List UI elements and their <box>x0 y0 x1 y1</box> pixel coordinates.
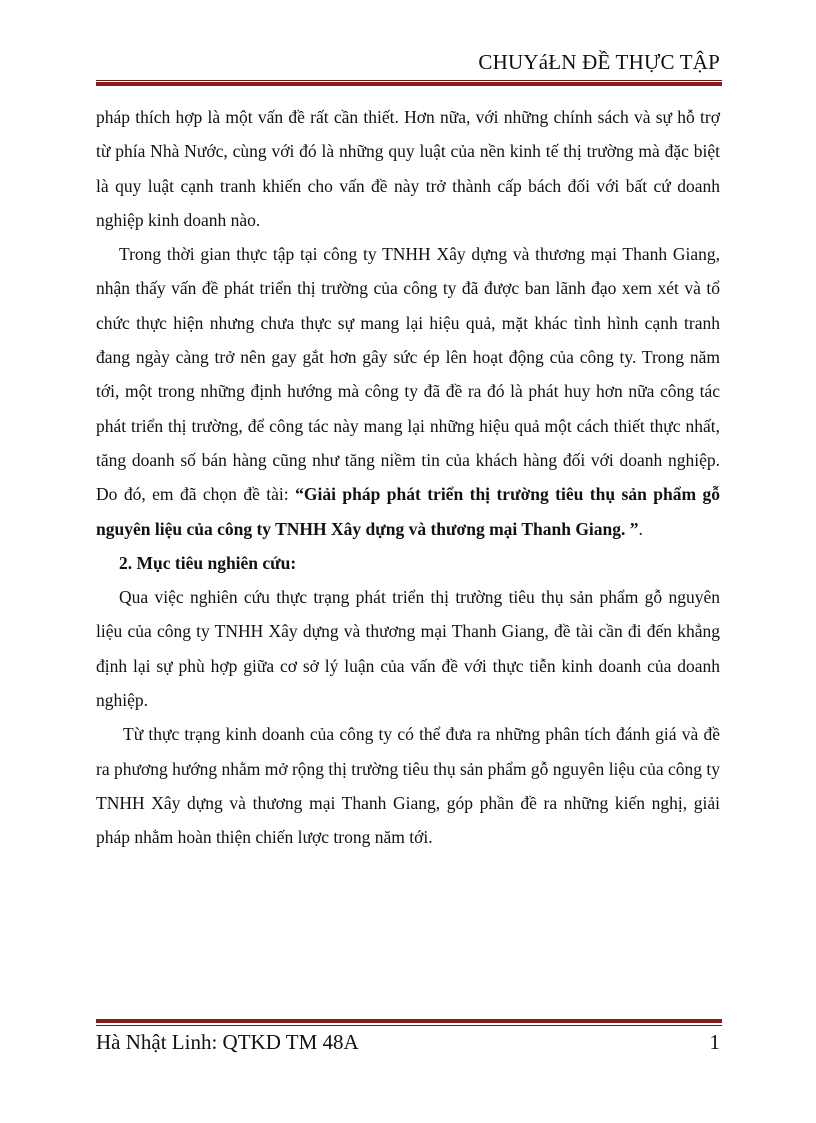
page-number: 1 <box>709 1030 720 1054</box>
page-footer <box>96 1029 720 1055</box>
footer-divider <box>96 1019 722 1026</box>
footer-divider-thin <box>96 1025 722 1026</box>
footer-author: Hà Nhật Linh: QTKD TM 48A <box>96 1030 359 1054</box>
thesis-title: “Giải pháp phát triển thị trường tiêu thụ sản phẩm gỗ nguyên liệu của công ty TNHH Xây dựng và thương mại Thanh Giang. ” <box>96 484 720 539</box>
paragraph-4: Từ thực trạng kinh doanh của công ty có thể đưa ra những phân tích đánh giá và đề ra phương hướng nhằm mở rộng thị trường tiêu thụ sản phẩm gỗ nguyên liệu của công ty TNHH Xây dựng và thương mại Thanh Giang, góp phần đề ra những kiến nghị, giải pháp nhằm hoàn thiện chiến lược trong năm tới. <box>96 724 720 848</box>
paragraph-1: pháp thích hợp là một vấn đề rất cần thiết. Hơn nữa, với những chính sách và sự hỗ trợ từ phía Nhà Nước, cùng với đó là những quy luật của nền kinh tế thị trường mà đặc biệt là quy luật cạnh tranh khiến cho vấn đề này trở thành cấp bách đối với bất cứ doanh nghiệp kinh doanh nào. <box>96 107 720 230</box>
paragraph-2 <box>96 237 720 546</box>
page-header-title: CHUYáŁN ĐỀ THỰC TẬP <box>478 50 720 74</box>
footer-divider-thick <box>96 1019 722 1023</box>
header-divider-thick <box>96 82 722 86</box>
paragraph-3: Qua việc nghiên cứu thực trạng phát triển thị trường tiêu thụ sản phẩm gỗ nguyên liệu của công ty TNHH Xây dựng và thương mại Thanh Giang, đề tài cần đi đến khẳng định lại sự phù hợp giữa cơ sở lý luận của vấn đề với thực tiễn kinh doanh của doanh nghiệp. <box>96 587 720 711</box>
section-heading: 2. Mục tiêu nghiên cứu: <box>119 552 297 573</box>
header-divider-thin <box>96 80 722 81</box>
header-divider <box>96 80 722 86</box>
paragraph-2-end: . <box>638 518 643 539</box>
paragraph-2-text: Trong thời gian thực tập tại công ty TNHH Xây dựng và thương mại Thanh Giang, nhận thấy vấn đề phát triển thị trường của công ty đã được ban lãnh đạo xem xét và tổ chức thực hiện nhưng chưa thực sự mang lại hiệu quả, mặt khác tình hình cạnh tranh đang ngày càng trở nên gay gắt hơn gây sức ép lên hoạt động của công ty. Trong năm tới, một trong những định hướng mà công ty đã đề ra đó là phát huy hơn nữa công tác phát triển thị trường, để công tác này mang lại những hiệu quả một cách thiết thực nhất, tăng doanh số bán hàng cũng như tăng niềm tin của khách hàng đối với doanh nghiệp. Do đó, em đã chọn đề tài: <box>96 244 720 505</box>
document-body <box>96 100 720 855</box>
